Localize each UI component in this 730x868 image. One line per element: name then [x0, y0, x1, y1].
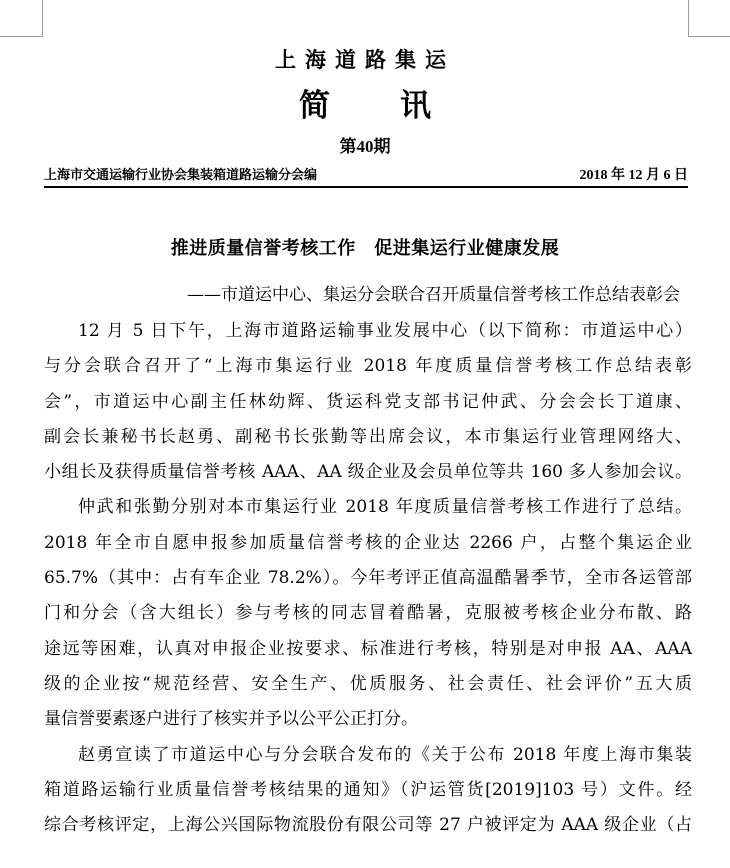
paragraph-line: 与分会联合召开了“上海市集运行业 2018 年度质量信誉考核工作总结表彰: [44, 356, 692, 377]
crop-mark-top-left: [0, 36, 42, 37]
article-title: 推进质量信誉考核工作 促进集运行业健康发展: [170, 238, 560, 259]
paragraph-line: 2018 年全市自愿申报参加质量信誉考核的企业达 2266 户，占整个集运企业: [44, 532, 692, 553]
newsletter-org-title: 上海道路集运: [275, 47, 455, 72]
paragraph-line: 途远等困难，认真对申报企业按要求、标准进行考核，特别是对申报 AA、AAA: [44, 638, 692, 659]
paragraph-line: 会”，市道运中心副主任林幼辉、货运科党支部书记仲武、分会会长丁道康、: [44, 391, 692, 412]
article-subtitle: ——市道运中心、集运分会联合召开质量信誉考核工作总结表彰会: [187, 285, 680, 305]
newsletter-name-right: 讯: [400, 88, 431, 124]
publication-date: 2018 年 12 月 6 日: [579, 168, 688, 183]
paragraph-line: 门和分会（含大组长）参与考核的同志冒着酷暑，克服被考核企业分布散、路: [44, 603, 692, 624]
newsletter-name-left: 简: [299, 88, 330, 124]
header-divider: [44, 186, 688, 188]
paragraph-line: 小组长及获得质量信誉考核 AAA、AA 级企业及会员单位等共 160 多人参加会议。: [44, 462, 692, 483]
article-body: [44, 314, 692, 843]
paragraph-1: [44, 314, 692, 490]
crop-mark-top-right: [688, 36, 730, 37]
paragraph-line: 仲武和张勤分别对本市集运行业 2018 年度质量信誉考核工作进行了总结。: [78, 497, 692, 518]
paragraph-2: [44, 490, 692, 737]
newsletter-name: [0, 80, 730, 125]
paragraph-line: 12 月 5 日下午，上海市道路运输事业发展中心（以下简称：市道运中心）: [78, 321, 692, 341]
paragraph-line: 副会长兼秘书长赵勇、副秘书长张勤等出席会议，本市集运行业管理网络大、: [44, 426, 692, 447]
paragraph-line: 赵勇宣读了市道运中心与分会联合发布的《关于公布 2018 年度上海市集装: [78, 744, 692, 765]
issue-number: 第40期: [339, 137, 391, 156]
paragraph-line: 综合考核评定，上海公兴国际物流股份有限公司等 27 户被评定为 AAA 级企业（占: [44, 815, 692, 836]
paragraph-line: 箱道路运输行业质量信誉考核结果的通知》（沪运管货[2019]103 号）文件。经: [44, 779, 692, 800]
publication-meta: [44, 164, 688, 184]
paragraph-3: [44, 738, 692, 844]
paragraph-line: 量信誉要素逐户进行了核实并予以公平公正打分。: [44, 709, 418, 730]
paragraph-line: 级的企业按“规范经营、安全生产、优质服务、社会责任、社会评价”五大质: [44, 673, 692, 694]
paragraph-line: 65.7%（其中：占有车企业 78.2%）。今年考评正值高温酷暑季节，全市各运管部: [44, 568, 692, 589]
crop-mark-top-right-vertical: [688, 0, 689, 37]
crop-mark-top-left-vertical: [42, 0, 43, 37]
publisher: 上海市交通运输行业协会集装箱道路运输分会编: [44, 168, 318, 183]
